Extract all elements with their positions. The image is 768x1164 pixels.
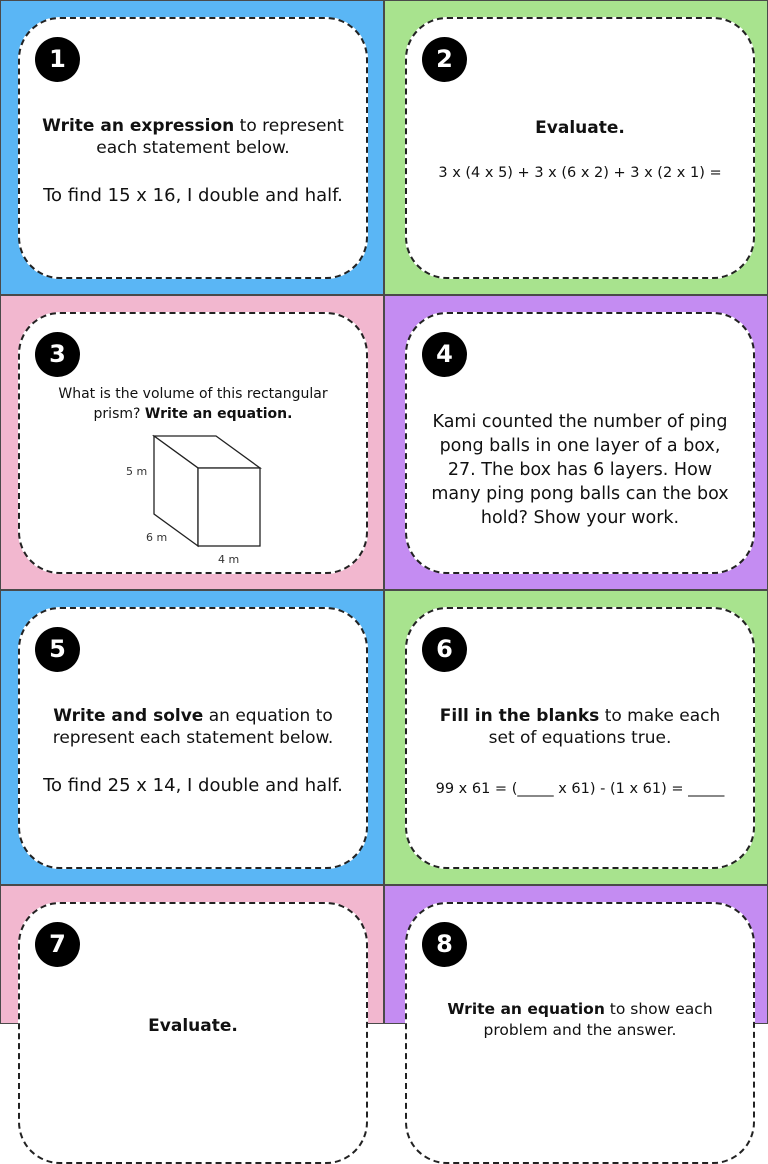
width-label: 4 m	[218, 553, 240, 566]
card-instruction	[28, 115, 358, 159]
card-number-badge: 5	[35, 627, 80, 672]
card-number-badge: 7	[35, 922, 80, 967]
task-card-4	[405, 312, 755, 574]
card-cell-1	[0, 0, 384, 295]
card-instruction	[427, 999, 733, 1041]
card-equation: 99 x 61 = (_____ x 61) - (1 x 61) = _____	[435, 781, 725, 797]
task-card-7	[18, 902, 368, 1164]
instruction-rest: to show each problem and the answer.	[483, 1000, 713, 1039]
task-card-8	[405, 902, 755, 1164]
card-statement: To find 25 x 14, I double and half.	[43, 775, 343, 796]
rectangular-prism-diagram	[126, 428, 290, 568]
card-question	[34, 384, 352, 424]
card-cell-3	[0, 295, 384, 590]
card-number-badge: 1	[35, 37, 80, 82]
card-number-badge: 6	[422, 627, 467, 672]
card-instruction	[425, 705, 735, 749]
instruction-bold: Write an expression	[42, 116, 235, 136]
card-cell-2	[384, 0, 768, 295]
height-label: 5 m	[126, 465, 148, 478]
depth-label: 6 m	[146, 531, 168, 544]
task-card-6	[405, 607, 755, 869]
card-title: Evaluate.	[535, 118, 625, 138]
question-bold: Write an equation.	[144, 406, 293, 422]
card-number-badge: 8	[422, 922, 467, 967]
instruction-rest: to make each set of equations true.	[488, 706, 721, 748]
card-title: Evaluate.	[148, 1016, 238, 1036]
task-card-1	[18, 17, 368, 279]
instruction-bold: Fill in the blanks	[439, 706, 600, 726]
card-word-problem: Kami counted the number of ping pong balls in one layer of a box, 27. The box has 6 layers. How many ping pong balls can the box hold? Show your work.	[431, 412, 729, 528]
card-cell-5	[0, 590, 384, 885]
task-card-2	[405, 17, 755, 279]
card-number-badge: 2	[422, 37, 467, 82]
card-cell-4	[384, 295, 768, 590]
card-cell-6	[384, 590, 768, 885]
instruction-rest: to represent each statement below.	[96, 116, 344, 158]
instruction-rest: an equation to represent each statement below.	[52, 706, 334, 748]
instruction-bold: Write and solve	[53, 706, 204, 726]
card-cell-8	[384, 885, 768, 1039]
card-number-badge: 4	[422, 332, 467, 377]
task-card-3	[18, 312, 368, 574]
card-number-badge: 3	[35, 332, 80, 377]
card-statement: To find 15 x 16, I double and half.	[43, 185, 343, 206]
instruction-bold: Write an equation	[447, 1000, 605, 1018]
card-cell-7	[0, 885, 384, 1036]
question-text: What is the volume of this rectangular prism?	[58, 386, 328, 422]
card-instruction	[28, 705, 358, 749]
card-expression: 3 x (4 x 5) + 3 x (6 x 2) + 3 x (2 x 1) =	[438, 165, 722, 181]
task-card-5	[18, 607, 368, 869]
